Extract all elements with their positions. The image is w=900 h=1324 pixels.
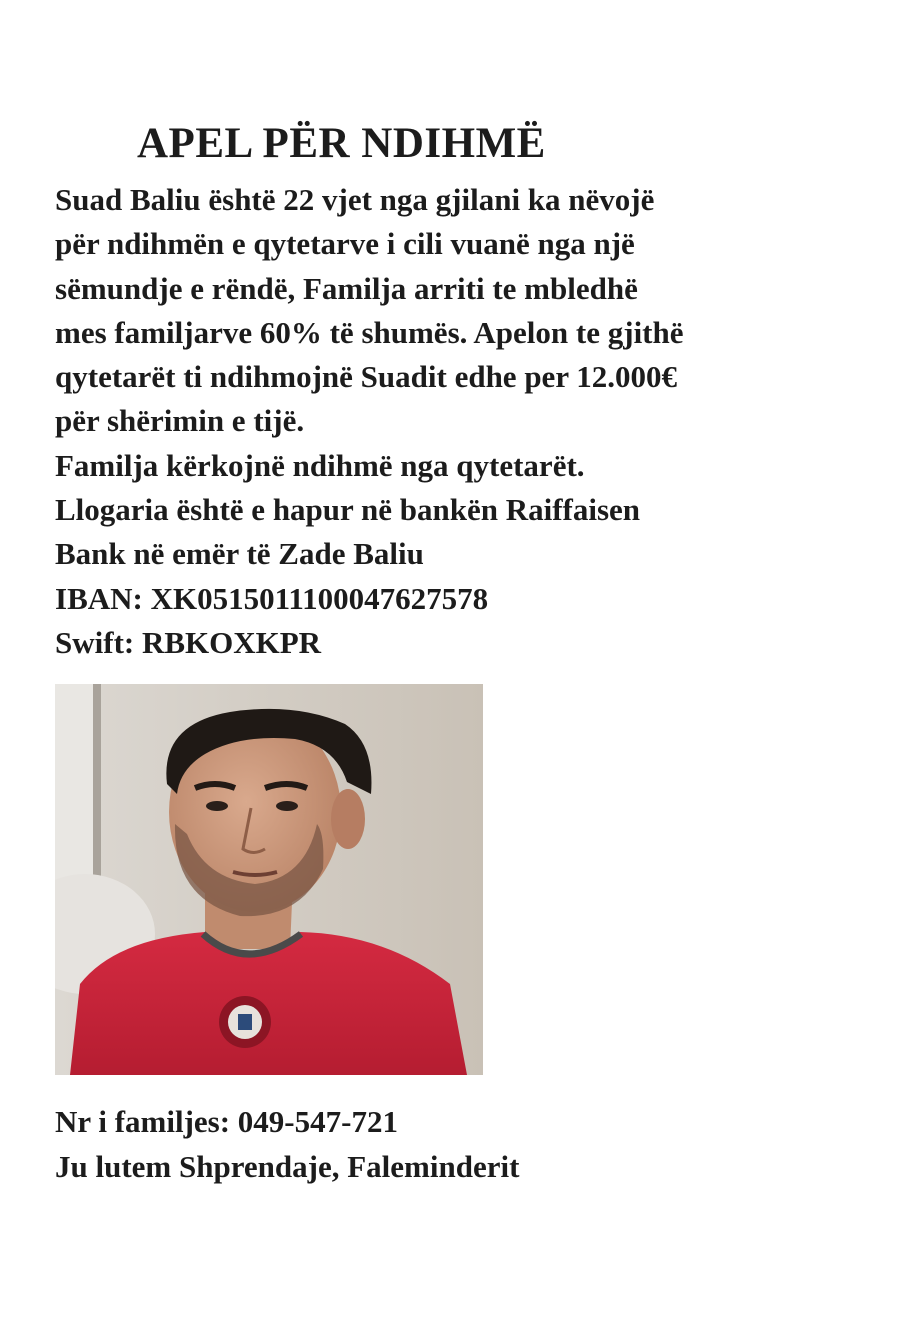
bank-info-line: Llogaria është e hapur në bankën Raiffaisen [55,492,641,528]
poster-title: APEL PËR NDIHMË [137,120,546,167]
appeal-text [55,178,875,665]
bank-info-line: Familja kërkojnë ndihmë nga qytetarët. [55,447,585,483]
family-phone: Nr i familjes: 049-547-721 [55,1104,398,1139]
appeal-line: Suad Baliu është 22 vjet nga gjilani ka nëvojë [55,182,655,217]
portrait-photo [55,684,483,1075]
footer-contact [55,1099,519,1189]
appeal-line: mes familjarve 60% të shumës. Apelon te gjithë [55,314,684,350]
appeal-line: qytetarët ti ndihmojnë Suadit edhe per 12.000€ [55,359,678,395]
appeal-line: sëmundje e rëndë, Familja arriti te mbledhë [55,270,638,306]
closing-text: Ju lutem Shprendaje, Faleminderit [55,1149,520,1184]
swift-text: Swift: RBKOXKPR [55,624,322,660]
bank-info-line: Bank në emër të Zade Baliu [55,536,424,572]
appeal-line: për ndihmën e qytetarve i cili vuanë nga një [55,226,635,262]
appeal-line: për shërimin e tijë. [55,403,305,439]
iban-text: IBAN: XK0515011100047627578 [55,580,489,616]
